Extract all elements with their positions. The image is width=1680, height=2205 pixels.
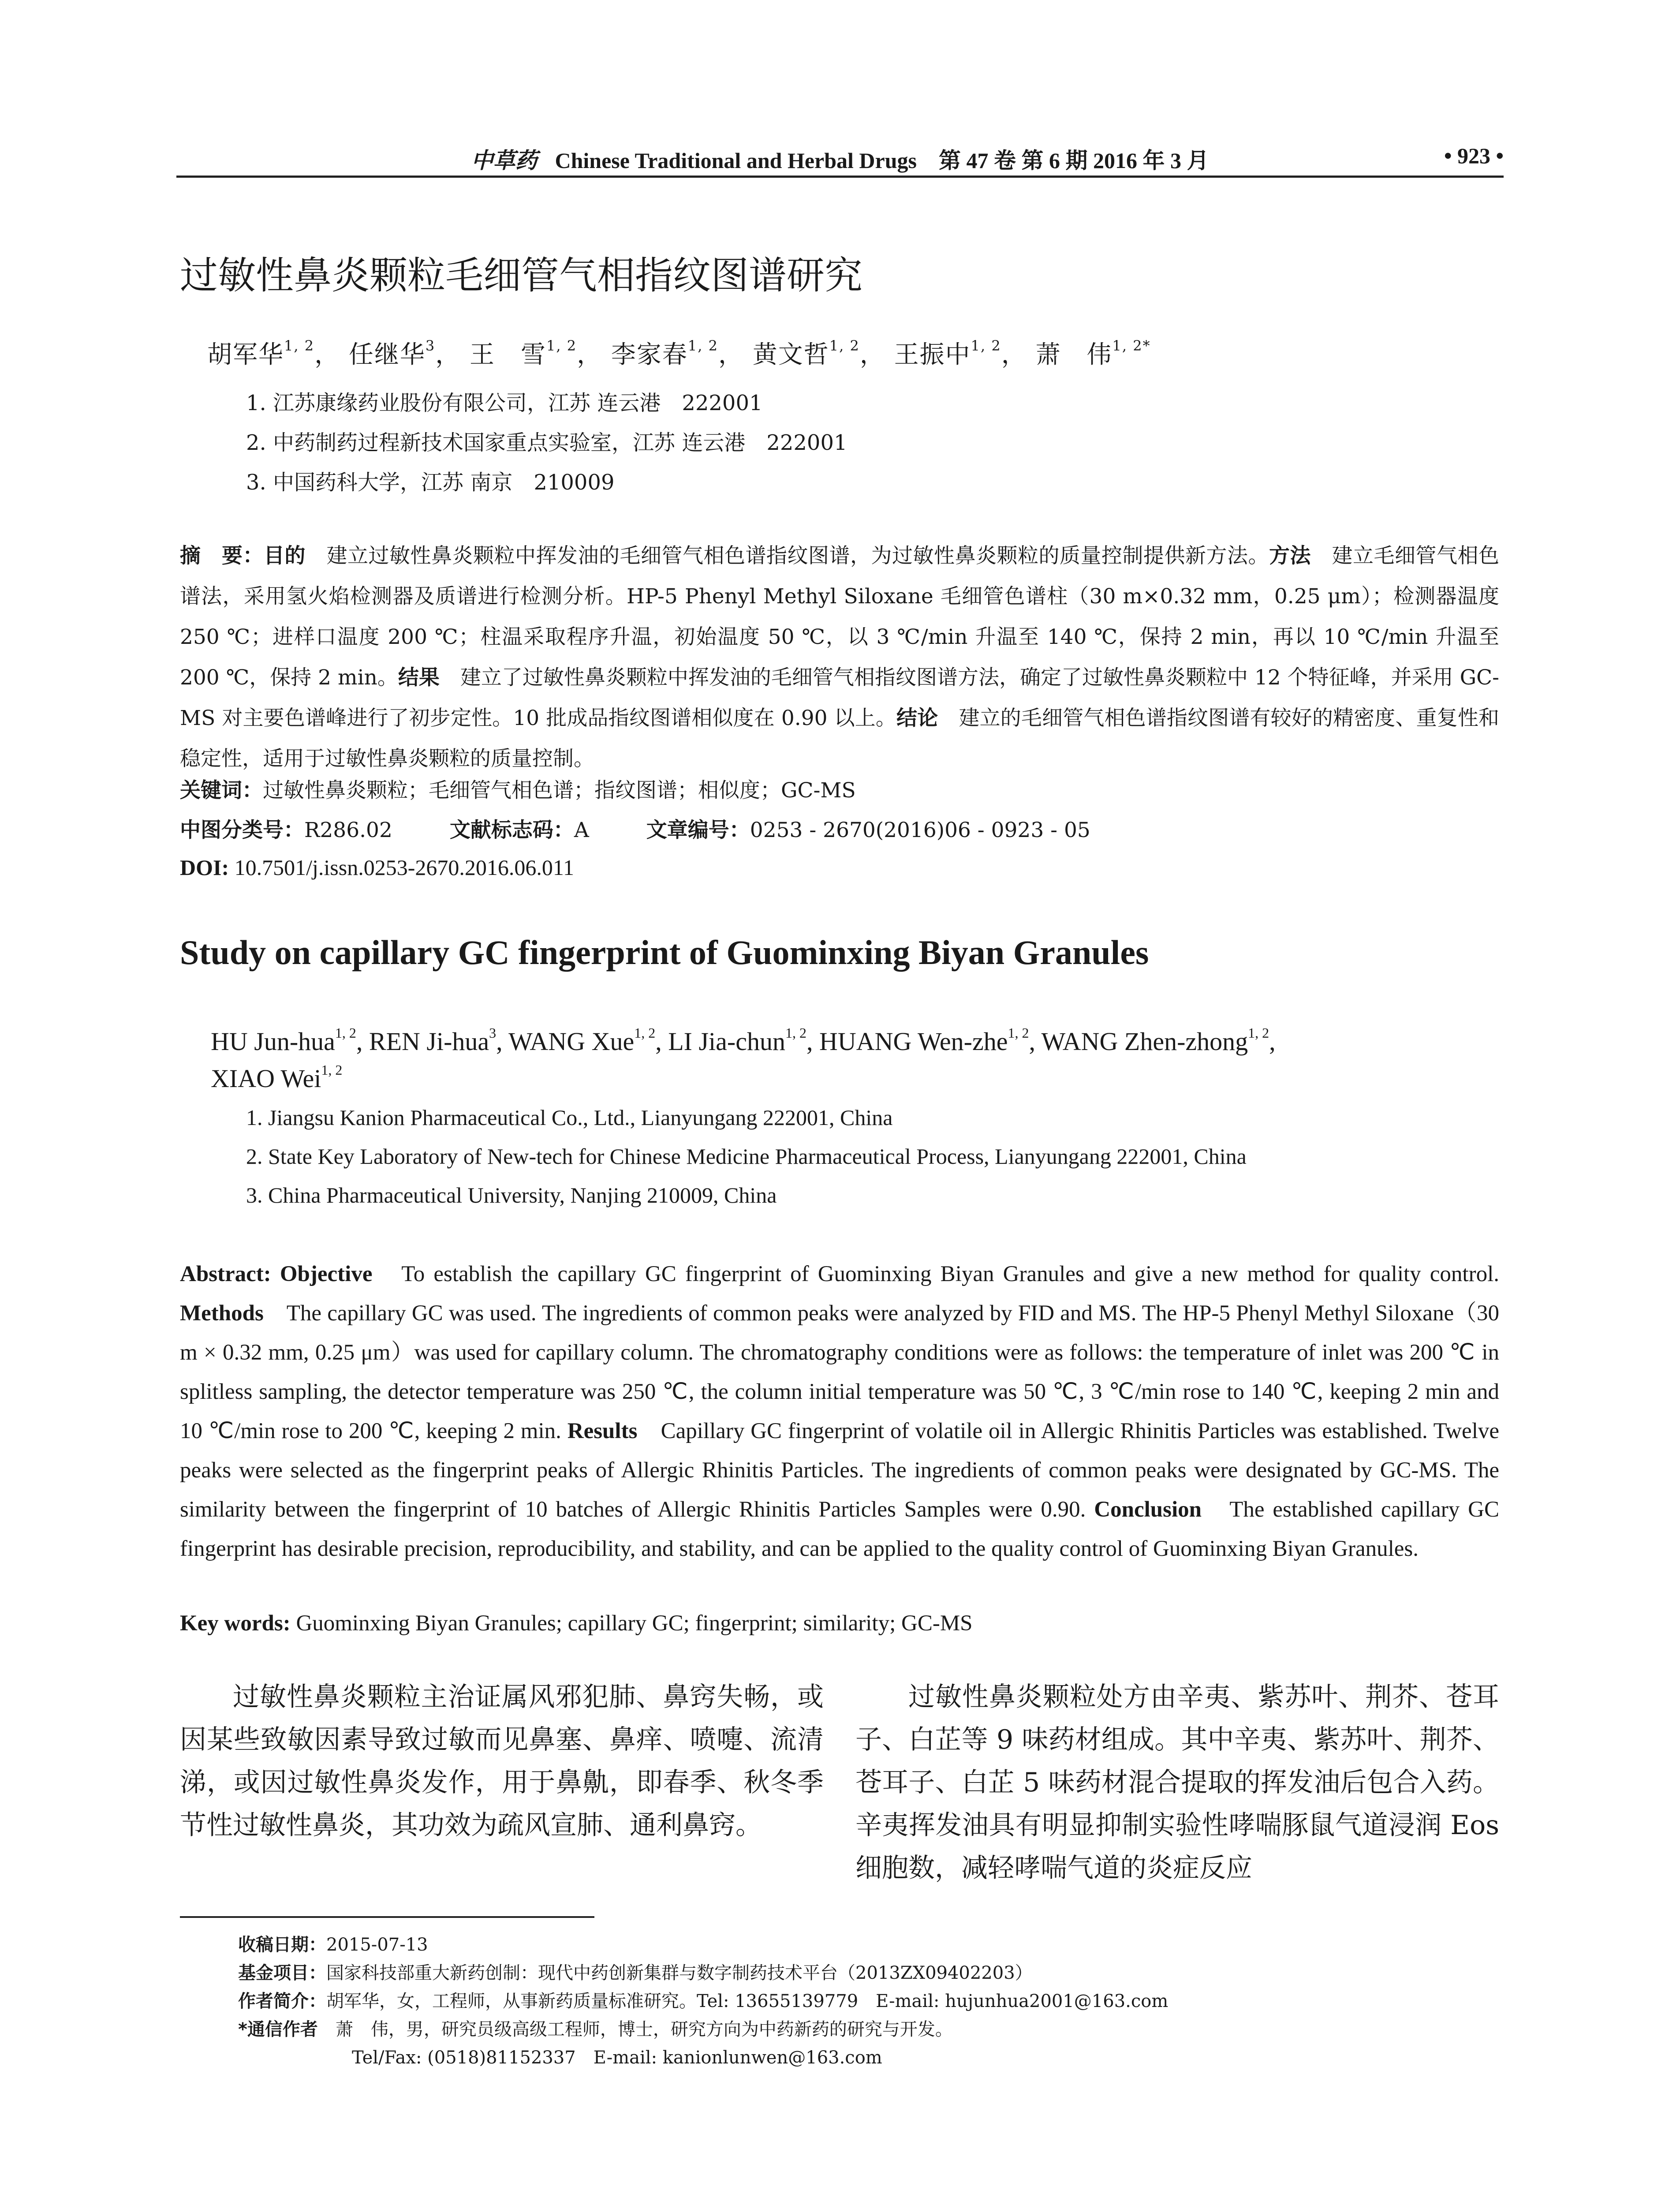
results-label: Results [567, 1419, 638, 1443]
author: 胡军华$^{1, 2}$， [207, 337, 340, 369]
results-text: Capillary GC fingerprint of volatile oil in Allergic Rhinitis Particles was established. Twelve peaks were selected as the fingerprint peaks of Allergic Rhinitis Particles. The ingredients of common peaks were designated by GC-MS. The similarity between the fingerprint of 10 batches of Allergic Rhinitis Particles Samples were 0.90. [180, 1419, 1499, 1522]
body-paragraph: 过敏性鼻炎颗粒处方由辛夷、紫苏叶、荆芥、苍耳子、白芷等 9 味药材组成。其中辛夷、紫苏叶、荆芥、苍耳子、白芷 5 味药材混合提取的挥发油后包合入药。辛夷挥发油具有明显抑制实验性哮喘豚鼠气道浸润 Eos 细胞数，减轻哮喘气道的炎症反应 [855, 1682, 1499, 1884]
body-paragraph: 过敏性鼻炎颗粒主治证属风邪犯肺、鼻窍失畅，或因某些致敏因素导致过敏而见鼻塞、鼻痒、喷嚏、流清涕，或因过敏性鼻炎发作，用于鼻鼽，即春季、秋冬季节性过敏性鼻炎，其功效为疏风宣肺、通利鼻窍。 [180, 1682, 824, 1841]
chinese-title: 过敏性鼻炎颗粒毛细管气相指纹图谱研究 [180, 254, 862, 298]
author: 黄文哲$^{1, 2}$， [752, 337, 885, 369]
header-journal-line [176, 143, 1504, 175]
chinese-authors [207, 335, 1151, 370]
doi-line: DOI: 10.7501/j.issn.0253-2670.2016.06.011 [180, 855, 574, 880]
chinese-affiliation-3: 3. 中国药科大学，江苏 南京 210009 [246, 470, 615, 495]
body-column-left [180, 1676, 824, 1847]
abstract-label: Abstract: [180, 1262, 271, 1286]
english-affiliation-1: 1. Jiangsu Kanion Pharmaceutical Co., Ltd., Lianyungang 222001, China [246, 1105, 893, 1130]
author: LI Jia-chun$^{1, 2}$, [668, 1025, 819, 1056]
objective-text: 建立过敏性鼻炎颗粒中挥发油的毛细管气相色谱指纹图谱，为过敏性鼻炎颗粒的质量控制提供新方法。 [306, 544, 1269, 568]
author: XIAO Wei$^{1, 2}$ [211, 1062, 343, 1093]
abstract-label: 摘 要： [180, 544, 264, 568]
methods-text: 建立毛细管气相色谱法，采用氢火焰检测器及质谱进行检测分析。HP-5 Phenyl Methyl Siloxane 毛细管色谱柱（30 m×0.32 mm，0.25 μm）；检测器温度 250 ℃；进样口温度 200 ℃；柱温采取程序升温，初始温度 50 ℃，以 3 ℃/min 升温至 140 ℃，保持 2 min，再以 10 ℃/min 升温至 200 ℃，保持 2 min。 [180, 544, 1499, 690]
footnote-divider [180, 1916, 594, 1918]
doc-code: A [574, 818, 589, 842]
classification-line: 中图分类号：R286.02 文献标志码：A 文章编号：0253 - 2670(2016)06 - 0923 - 05 [180, 818, 1090, 842]
author: WANG Xue$^{1, 2}$, [508, 1025, 668, 1056]
issue-info: 第 47 卷 第 6 期 2016 年 3 月 [938, 148, 1209, 173]
conclusion-label: 结论 [896, 706, 938, 730]
objective-text: To establish the capillary GC fingerprint of Guominxing Biyan Granules and give a new method for quality control. [372, 1262, 1499, 1286]
footnote-received: 收稿日期：2015-07-13 [238, 1935, 428, 1955]
english-title: Study on capillary GC fingerprint of Guominxing Biyan Granules [180, 933, 1149, 972]
author: HU Jun-hua$^{1, 2}$, [211, 1025, 369, 1056]
journal-logo: 中草药 [471, 147, 538, 173]
author: 王 雪$^{1, 2}$， [470, 337, 603, 369]
conclusion-text: The established capillary GC fingerprint has desirable precision, reproducibility, and stability, and can be applied to the quality control of Guominxing Biyan Granules. [180, 1497, 1500, 1561]
english-affiliation-2: 2. State Key Laboratory of New-tech for Chinese Medicine Pharmaceutical Process, Lianyungang 222001, China [246, 1144, 1247, 1169]
english-authors [211, 1023, 1490, 1097]
author: WANG Zhen-zhong$^{1, 2}$, [1041, 1025, 1276, 1056]
body-column-right [855, 1676, 1499, 1890]
conclusion-text: 建立的毛细管气相色谱指纹图谱有较好的精密度、重复性和稳定性，适用于过敏性鼻炎颗粒的质量控制。 [180, 706, 1500, 771]
journal-name: Chinese Traditional and Herbal Drugs [555, 148, 917, 173]
methods-label: 方法 [1269, 544, 1311, 568]
footnote-author-bio: 作者简介：胡军华，女，工程师，从事新药质量标准研究。Tel: 13655139779 E-mail: hujunhua2001@163.com [238, 1991, 1169, 2011]
english-abstract [180, 1255, 1499, 1569]
english-affiliation-3: 3. China Pharmaceutical University, Nanjing 210009, China [246, 1183, 777, 1207]
clc-number: R286.02 [304, 818, 392, 842]
footnotes [238, 1931, 1504, 2072]
author: HUANG Wen-zhe$^{1, 2}$, [819, 1025, 1042, 1056]
author: REN Ji-hua$^3$, [369, 1025, 509, 1056]
chinese-keywords: 关键词：过敏性鼻炎颗粒；毛细管气相色谱；指纹图谱；相似度；GC-MS [180, 778, 856, 803]
chinese-affiliation-2: 2. 中药制药过程新技术国家重点实验室，江苏 连云港 222001 [246, 430, 847, 455]
methods-text: The capillary GC was used. The ingredients of common peaks were analyzed by FID and MS. The HP-5 Phenyl Methyl Siloxane（30 m × 0.32 mm, 0.25 μm）was used for capillary column. The chromatography conditions were as follows: the temperature of inlet was 200 ℃ in splitless sampling, the detector temperature was 250 ℃, the column initial temperature was 50 ℃, 3 ℃/min rose to 140 ℃, keeping 2 min and 10 ℃/min rose to 200 ℃, keeping 2 min. [180, 1301, 1499, 1443]
chinese-affiliation-1: 1. 江苏康缘药业股份有限公司，江苏 连云港 222001 [246, 391, 763, 415]
english-keywords: Key words: Guominxing Biyan Granules; capillary GC; fingerprint; similarity; GC-MS [180, 1611, 973, 1636]
footnote-corresponding: *通信作者 萧 伟，男，研究员级高级工程师，博士，研究方向为中药新药的研究与开发。 [238, 2019, 953, 2040]
running-header [176, 140, 1504, 178]
author: 李家春$^{1, 2}$， [611, 337, 744, 369]
objective-label: Objective [271, 1262, 373, 1286]
results-text: 建立了过敏性鼻炎颗粒中挥发油的毛细管气相指纹图谱方法，确定了过敏性鼻炎颗粒中 12 个特征峰，并采用 GC-MS 对主要色谱峰进行了初步定性。10 批成品指纹图谱相似度在 0.90 以上。 [180, 665, 1499, 730]
footnote-fund: 基金项目：国家科技部重大新药创制：现代中药创新集群与数字制药技术平台（2013ZX09402203） [238, 1963, 1033, 1983]
methods-label: Methods [180, 1301, 264, 1326]
doi-link[interactable]: 10.7501/j.issn.0253-2670.2016.06.011 [229, 855, 574, 880]
author: 王振中$^{1, 2}$， [894, 337, 1027, 369]
results-label: 结果 [398, 665, 440, 690]
page-number: • 923 • [1444, 143, 1504, 168]
author: 任继华$^3$， [348, 337, 461, 369]
chinese-abstract [180, 536, 1499, 779]
footnote-contact: Tel/Fax: (0518)81152337 E-mail: kanionlunwen@163.com [352, 2048, 882, 2068]
objective-label: 目的 [264, 544, 306, 568]
conclusion-label: Conclusion [1094, 1497, 1202, 1522]
author: 萧 伟$^{1, 2*}$ [1035, 337, 1151, 369]
article-number: 0253 - 2670(2016)06 - 0923 - 05 [750, 818, 1090, 842]
